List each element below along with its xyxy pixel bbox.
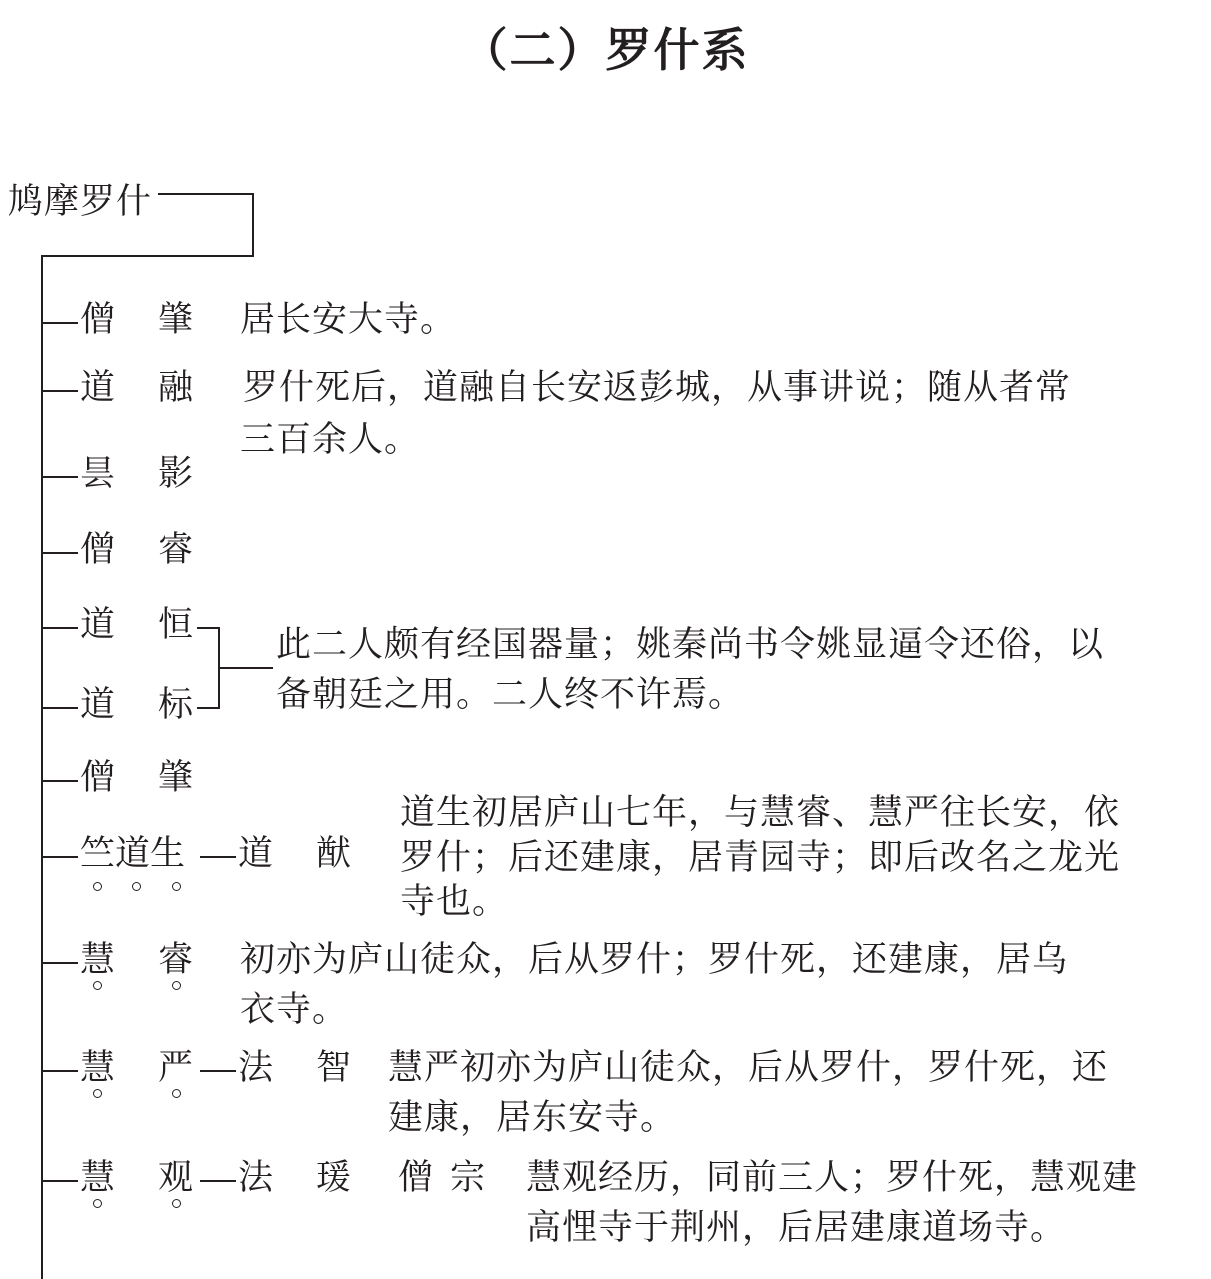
disciple-sengzong: 僧 宗: [398, 1158, 487, 1198]
disciple-daoyou-char2: 猷: [316, 834, 353, 874]
disciple-huirui-char1: 慧: [80, 940, 117, 980]
emphasis-dot: [172, 981, 181, 990]
disciple-tanying-char1: 昙: [80, 454, 117, 494]
root-connector-top: [158, 193, 254, 195]
disciple-sengrui-char1: 僧: [80, 530, 117, 570]
shared-note-line1: 此二人颇有经国器量；姚秦尚书令姚显逼令还俗，以: [276, 625, 1105, 665]
bracket-pointer: [218, 667, 273, 669]
branch-line: [42, 856, 78, 858]
disciple-huirui-char2: 睿: [158, 940, 195, 980]
branch-line: [42, 962, 78, 964]
root-master-name: 鸠摩罗什: [8, 182, 153, 222]
disciple-daorong-char1: 道: [80, 368, 117, 408]
branch-line: [42, 707, 78, 709]
disciple-huiyan-char2: 严: [158, 1048, 195, 1088]
disciple-huiguan-char2: 观: [158, 1158, 195, 1198]
disciple-huiyan-char1: 慧: [80, 1048, 117, 1088]
note-zhudaosheng-line1: 道生初居庐山七年，与慧睿、慧严往长安，依: [400, 793, 1121, 833]
note-huiyan-line1: 慧严初亦为庐山徒众，后从罗什，罗什死，还: [388, 1048, 1109, 1088]
note-daorong-line1: 罗什死后，道融自长安返彭城，从事讲说；随从者常: [243, 368, 1072, 408]
disciple-daobiao-char2: 标: [158, 685, 195, 725]
bracket-top: [197, 627, 219, 629]
disciple-sengzhao-char1: 僧: [80, 300, 117, 340]
disciple-fazhi-char2: 智: [316, 1048, 353, 1088]
root-connector-back: [41, 255, 254, 257]
note-huirui-line2: 衣寺。: [240, 990, 349, 1030]
disciple-tanying-char2: 影: [158, 454, 195, 494]
disciple-sengzhao2-char2: 肇: [158, 758, 195, 798]
disciple-fayuan-char1: 法: [238, 1158, 275, 1198]
disciple-sengrui-char2: 睿: [158, 530, 195, 570]
disciple-fazhi-char1: 法: [238, 1048, 275, 1088]
disciple-sengzhao2-char1: 僧: [80, 758, 117, 798]
lineage-link-line: [200, 856, 236, 858]
emphasis-dot: [93, 1089, 102, 1098]
root-connector-down: [252, 193, 254, 257]
branch-line: [42, 390, 78, 392]
emphasis-dot: [93, 1199, 102, 1208]
note-daorong-line2: 三百余人。: [240, 420, 421, 460]
disciple-huiguan-char1: 慧: [80, 1158, 117, 1198]
note-huiguan-line1: 慧观经历，同前三人；罗什死，慧观建: [526, 1158, 1139, 1198]
branch-line: [42, 552, 78, 554]
emphasis-dot: [172, 1199, 181, 1208]
emphasis-dot: [93, 981, 102, 990]
note-huiguan-line2: 高悝寺于荆州，后居建康道场寺。: [526, 1208, 1067, 1248]
note-huirui-line1: 初亦为庐山徒众，后从罗什；罗什死，还建康，居乌: [240, 940, 1069, 980]
note-huiyan-line2: 建康，居东安寺。: [388, 1098, 677, 1138]
emphasis-dot: [93, 882, 102, 891]
note-sengzhao: 居长安大寺。: [240, 300, 457, 340]
disciple-daoheng-char1: 道: [80, 605, 117, 645]
page-title: （二）罗什系: [461, 23, 750, 77]
lineage-link-line: [200, 1180, 236, 1182]
branch-line: [42, 627, 78, 629]
emphasis-dot: [172, 1089, 181, 1098]
main-trunk-line: [41, 255, 43, 1279]
note-zhudaosheng-line3: 寺也。: [400, 882, 509, 922]
branch-line: [42, 476, 78, 478]
disciple-daoyou-char1: 道: [238, 834, 275, 874]
note-zhudaosheng-line2: 罗什；后还建康，居青园寺；即后改名之龙光: [400, 838, 1121, 878]
disciple-daoheng-char2: 恒: [158, 605, 195, 645]
lineage-link-line: [200, 1070, 236, 1072]
disciple-daorong-char2: 融: [158, 368, 195, 408]
branch-line: [42, 1070, 78, 1072]
disciple-sengzhao-char2: 肇: [158, 300, 195, 340]
disciple-zhudaosheng: 竺道生: [80, 834, 186, 874]
emphasis-dot: [132, 882, 141, 891]
shared-note-line2: 备朝廷之用。二人终不许焉。: [276, 675, 745, 715]
emphasis-dot: [172, 882, 181, 891]
bracket-bottom: [197, 707, 219, 709]
disciple-fayuan-char2: 瑗: [316, 1158, 353, 1198]
branch-line: [42, 780, 78, 782]
branch-line: [42, 322, 78, 324]
disciple-daobiao-char1: 道: [80, 685, 117, 725]
branch-line: [42, 1180, 78, 1182]
